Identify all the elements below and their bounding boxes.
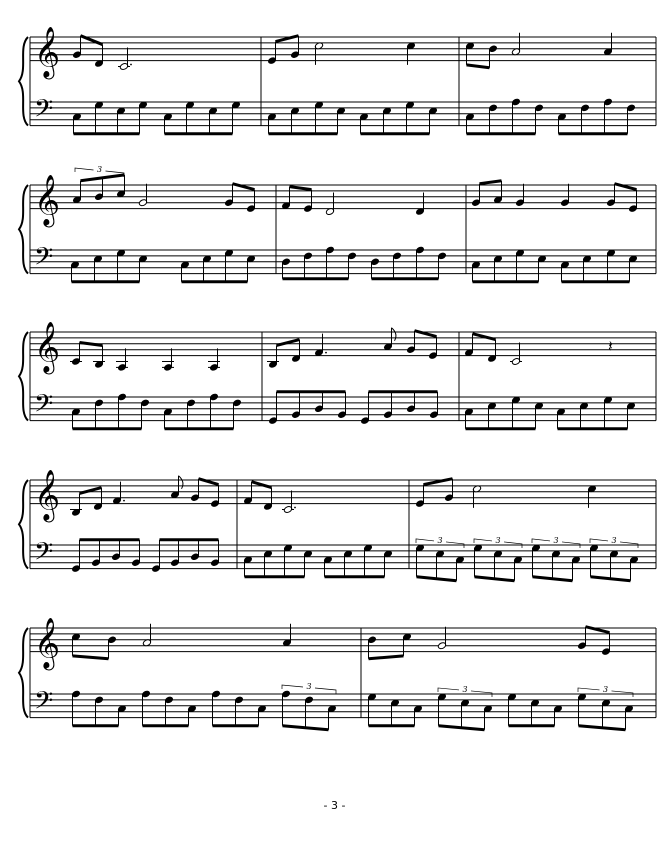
system-brace <box>19 37 28 126</box>
bass-clef-icon: 𝄢 <box>34 537 54 573</box>
triplet-number: 3 <box>553 535 559 545</box>
triplet-number: 3 <box>306 682 312 691</box>
eighth-flag <box>179 476 183 489</box>
triplet-number: 3 <box>96 165 103 174</box>
beam <box>73 656 109 659</box>
triplet-number: 3 <box>495 535 501 545</box>
beam <box>80 488 102 494</box>
triplet-number: 3 <box>462 684 468 694</box>
treble-clef-icon: 𝄞 <box>34 469 61 521</box>
beam <box>533 577 573 581</box>
beam <box>252 482 272 488</box>
system-brace <box>19 185 28 274</box>
system-brace <box>19 628 28 718</box>
treble-clef-icon: 𝄞 <box>34 174 61 226</box>
treble-clef-icon: 𝄞 <box>34 26 61 78</box>
beam <box>417 577 457 581</box>
beam <box>277 340 300 346</box>
dot <box>325 352 327 354</box>
triplet-number: 3 <box>611 535 617 545</box>
beam <box>473 334 496 340</box>
system-2 <box>19 165 656 282</box>
system-1 <box>19 27 656 134</box>
treble-staff <box>30 628 656 652</box>
treble-clef-icon: 𝄞 <box>34 321 61 373</box>
triplet-number: 3 <box>437 535 443 545</box>
beam <box>439 726 485 730</box>
triplet-number: 3 <box>602 684 609 694</box>
beam <box>480 181 502 184</box>
system-4 <box>19 470 656 581</box>
treble-clef-icon: 𝄞 <box>34 617 61 669</box>
bass-clef-icon: 𝄢 <box>34 389 54 425</box>
page-number: - 3 - <box>323 799 346 812</box>
bass-clef-icon: 𝄢 <box>34 94 54 130</box>
treble-staff <box>30 332 656 356</box>
system-brace <box>19 480 28 569</box>
beam <box>579 726 626 730</box>
beam <box>369 656 404 659</box>
beam <box>80 343 103 346</box>
eighth-flag <box>392 328 396 341</box>
dot <box>123 500 125 502</box>
bass-clef-icon: 𝄢 <box>34 686 54 722</box>
dot <box>130 64 132 66</box>
beam <box>290 187 312 190</box>
system-5 <box>19 618 656 730</box>
beam <box>475 577 515 581</box>
beam <box>283 726 329 730</box>
beam <box>591 577 631 581</box>
bass-staff <box>30 545 656 569</box>
bass-clef-icon: 𝄢 <box>34 242 54 278</box>
system-3 <box>19 322 656 429</box>
treble-staff <box>30 37 656 61</box>
quarter-rest-icon: 𝄽 <box>608 336 613 356</box>
system-brace <box>19 332 28 421</box>
beam <box>467 65 490 68</box>
dot <box>294 507 296 509</box>
